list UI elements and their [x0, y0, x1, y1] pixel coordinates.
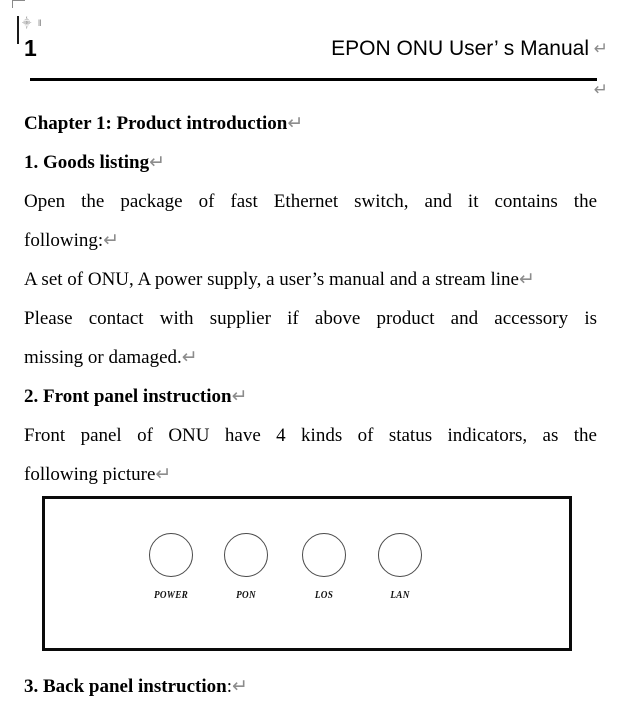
led-indicator-group: [149, 533, 489, 613]
front-panel-intro-line-2: [24, 455, 597, 494]
front-panel-intro-line-1: Front panel of ONU have 4 kinds of status indicators, as the: [24, 425, 597, 446]
front-panel-intro-paragraph: [24, 416, 597, 494]
chapter-heading-text: Chapter 1: Product introduction: [24, 113, 288, 134]
goods-intro-line-1: Open the package of fast Ethernet switch, and it contains the: [24, 191, 597, 212]
goods-contents-paragraph: [24, 260, 597, 299]
header-title: EPON ONU User’ s Manual: [331, 37, 589, 60]
section-3-heading-text: 3. Back panel instruction: [24, 676, 227, 697]
margin-corner-guide: [12, 0, 25, 8]
section-1-heading-text: 1. Goods listing: [24, 152, 150, 173]
pilcrow-icon: ↵: [103, 230, 120, 251]
pilcrow-icon: ↵: [181, 347, 198, 368]
led-label-los: LOS: [314, 590, 334, 601]
goods-intro-line-2: [24, 221, 597, 260]
led-label-lan: LAN: [390, 590, 410, 601]
supplier-note-paragraph: [24, 299, 597, 377]
page-number: 1: [24, 35, 37, 61]
led-indicator-los: [302, 533, 346, 577]
goods-intro-paragraph: [24, 182, 597, 260]
header-horizontal-rule: [30, 78, 597, 81]
pilcrow-icon: ↵: [231, 386, 248, 407]
led-label-pon: PON: [236, 590, 256, 601]
led-indicator-power: [149, 533, 193, 577]
supplier-note-line-1: Please contact with supplier if above product and accessory is: [24, 308, 597, 329]
led-indicator-lan: [378, 533, 422, 577]
pilcrow-icon-header: ↵: [593, 39, 608, 58]
pilcrow-icon: ↵: [518, 269, 535, 290]
pilcrow-icon: ↵: [231, 676, 248, 697]
section-1-heading: [24, 143, 597, 182]
header-formatting-mark: ⸎ ‖: [22, 18, 44, 28]
section-2-heading-text: 2. Front panel instruction: [24, 386, 232, 407]
led-label-power: POWER: [153, 590, 189, 601]
section-3-heading-colon: :: [226, 676, 232, 697]
chapter-heading: [24, 104, 597, 143]
section-2-heading: [24, 377, 597, 416]
pilcrow-icon: ↵: [149, 152, 166, 173]
goods-intro-line-2-text: following:: [24, 230, 104, 251]
led-indicator-pon: [224, 533, 268, 577]
supplier-note-line-2: [24, 338, 597, 377]
document-body: [24, 104, 597, 494]
supplier-note-line-2-text: missing or damaged.: [24, 347, 182, 368]
goods-contents-text: A set of ONU, A power supply, a user’s manual and a stream line: [24, 269, 519, 290]
section-3-heading: [24, 673, 248, 701]
pilcrow-icon: ↵: [287, 113, 304, 134]
front-panel-diagram: [42, 496, 572, 651]
front-panel-intro-line-2-text: following picture: [24, 464, 156, 485]
header-vertical-rule: [17, 16, 19, 44]
pilcrow-icon-after-rule: ↵: [593, 80, 608, 99]
pilcrow-icon: ↵: [155, 464, 172, 485]
